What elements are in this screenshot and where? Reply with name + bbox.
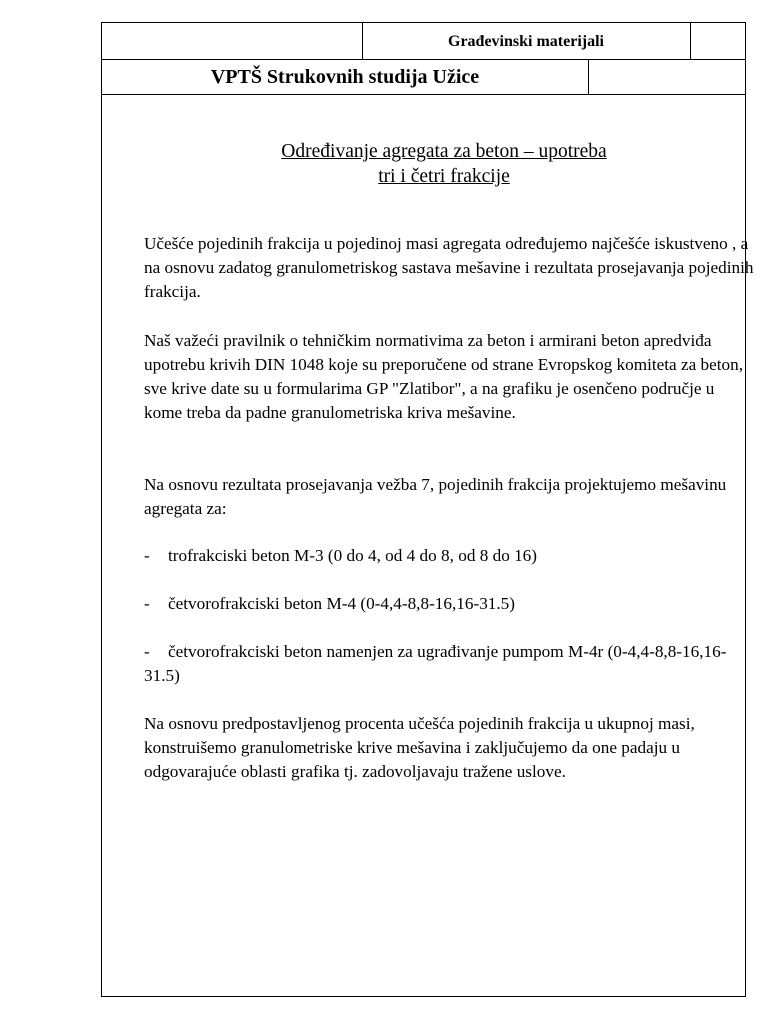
header-empty-cell — [588, 59, 746, 94]
header-row-2 — [102, 59, 745, 95]
document-title — [144, 139, 744, 189]
paragraph-2: Naš važeći pravilnik o tehničkim normativima za beton i armirani beton apredviđa upotrebu krivih DIN 1048 koje su preporučene od strane Evropskog komiteta za beton, sve krive date su u formularima GP "Zlatibor", a na grafiku je osenčeno područje u kome treba da padne granulometriska kriva mešavine. — [144, 331, 744, 422]
bullet-item — [144, 544, 754, 568]
title-line-2: tri i četri frakcije — [378, 166, 510, 187]
bullet-marker: - — [144, 546, 150, 565]
paragraph-1: Učešće pojedinih frakcija u pojedinoj masi agregata određujemo najčešće iskustveno , a na osnovu zadatog granulometriskog sastava mešavine i rezultata prosejavanja pojedinih frakcija. — [144, 234, 754, 301]
bullet-item — [144, 592, 754, 616]
bullet-text: četvorofrakciski beton M-4 (0-4,4-8,8-16,16-31.5) — [168, 594, 515, 613]
bullet-marker: - — [144, 594, 150, 613]
bullet-text: trofrakciski beton M-3 (0 do 4, od 4 do 8, od 8 do 16) — [168, 546, 538, 565]
page-number-cell — [690, 23, 746, 59]
course-title: Građevinski materijali — [448, 33, 604, 50]
bullet-item — [144, 640, 754, 688]
conclusion-paragraph: Na osnovu predpostavljenog procenta učešća pojedinih frakcija u ukupnoj masi, konstruišemo granulometriske krive mešavina i zaključujemo da one padaju u odgovarajuće oblasti grafika tj. zadovoljavaju tražene uslove. — [144, 714, 695, 781]
bullet-marker: - — [144, 642, 150, 661]
title-line-1: Određivanje agregata za beton – upotreba — [281, 141, 607, 162]
bullet-text: četvorofrakciski beton namenjen za ugrađivanje pumpom M-4r (0-4,4-8,8-16,16-31.5) — [144, 642, 727, 685]
document-page — [101, 22, 754, 997]
paragraph-3: Na osnovu rezultata prosejavanja vežba 7, pojedinih frakcija projektujemo mešavinu agregata za: — [144, 475, 727, 518]
school-name: VPTŠ Strukovnih studija Užice — [210, 66, 480, 88]
header-row-1 — [102, 23, 745, 60]
